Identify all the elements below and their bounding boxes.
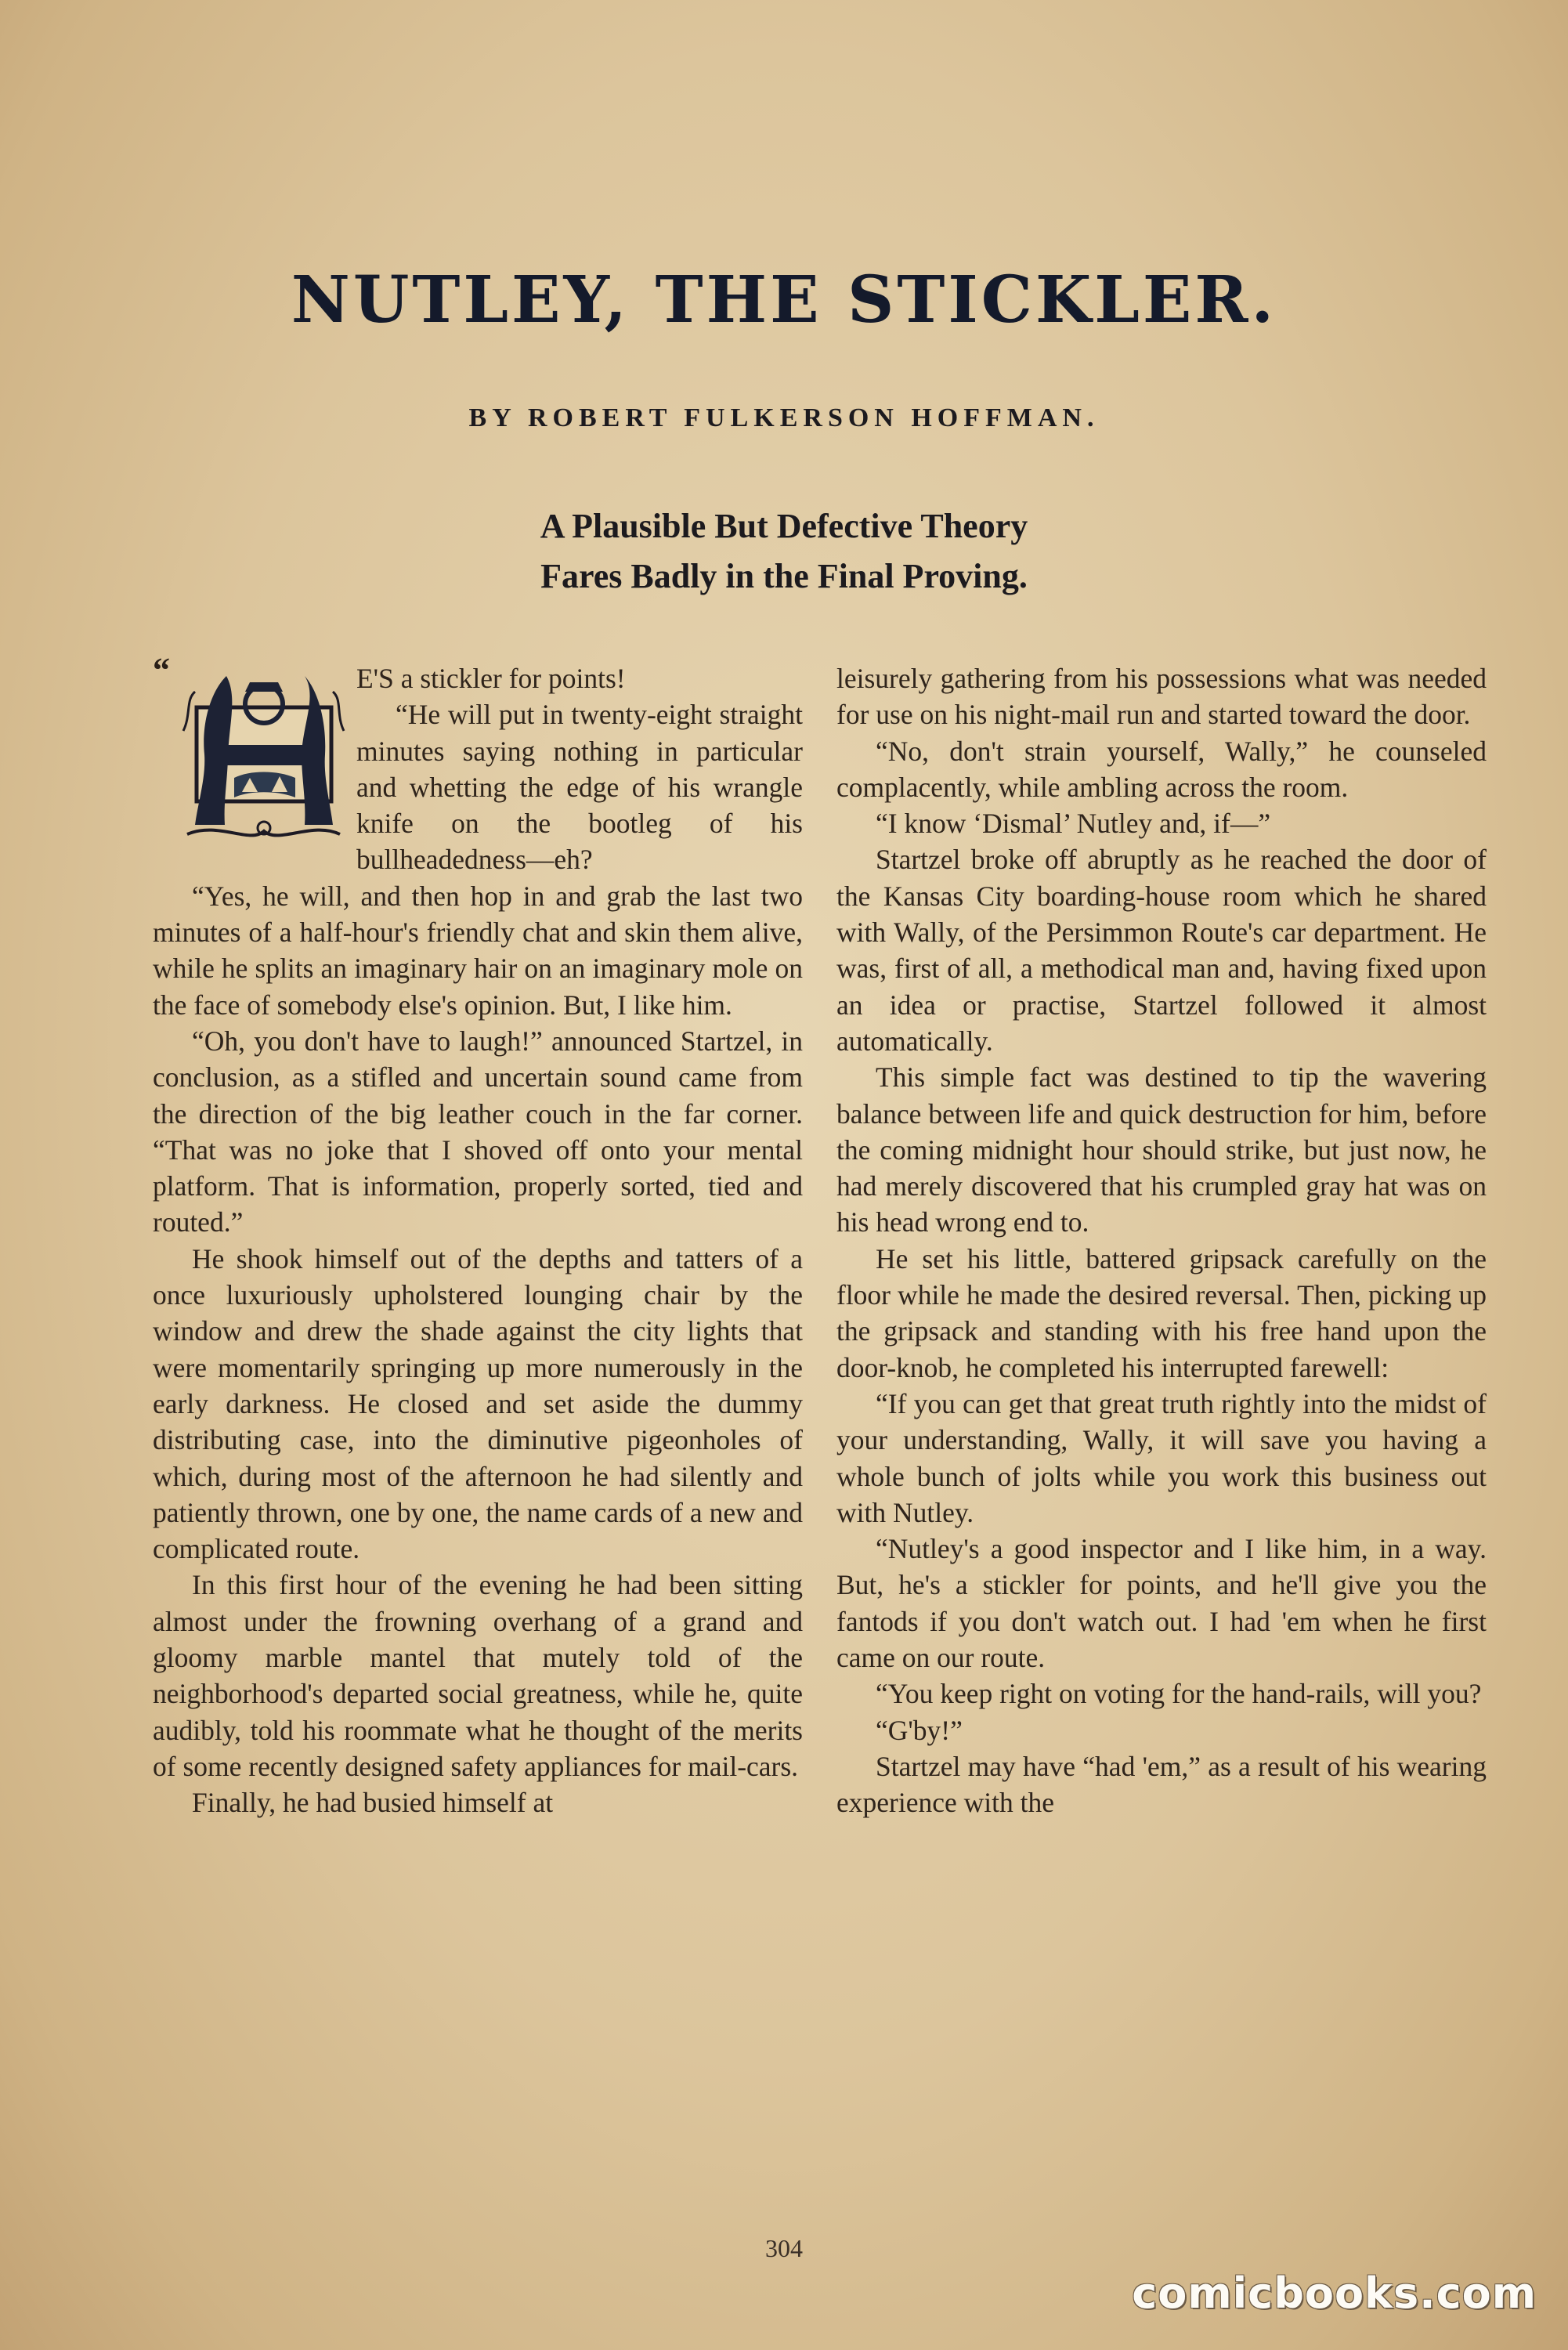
story-title: NUTLEY, THE STICKLER. bbox=[291, 262, 1277, 338]
paragraph-continues: Finally, he had busied himself at bbox=[192, 1787, 554, 1819]
drop-cap bbox=[153, 651, 349, 847]
left-column bbox=[153, 651, 803, 1821]
subtitle-line-2: Fares Badly in the Final Proving. bbox=[540, 557, 1028, 595]
paragraph: “I know ‘Dismal’ Nutley and, if—” bbox=[876, 808, 1271, 840]
drop-cap-open-quote: “ bbox=[153, 651, 170, 689]
paragraph: This simple fact was destined to tip the wavering balance between life and quick destruction for him, before the coming midnight hour should strike, but just now, he had merely discovered that his crumpled gray hat was on his head wrong end to. bbox=[836, 1061, 1487, 1238]
paragraph: “Yes, he will, and then hop in and grab the last two minutes of a half-hour's friendly chat and skin them alive, while he splits an imaginary hair on an imaginary mole on the face of somebody else's opinion. But, I like him. bbox=[153, 880, 803, 1021]
paragraph: Startzel broke off abruptly as he reached the door of the Kansas City boarding-house room which he shared with Wally, of the Persimmon Route's car department. He was, first of all, a methodical man and, having fixed upon an idea or practise, Startzel followed it almost automatically. bbox=[836, 844, 1487, 1057]
paragraph: “If you can get that great truth rightly into the midst of your understanding, Wally, it will save you having a whole bunch of jolts while you work this business out with Nutley. bbox=[836, 1387, 1487, 1528]
paragraph: “Nutley's a good inspector and I like him, in a way. But, he's a stickler for points, and he'll give you the fantods if you don't watch out. I had 'em when he first came on our route. bbox=[836, 1533, 1487, 1674]
paragraph: “You keep right on voting for the hand-rails, will you? bbox=[876, 1678, 1482, 1710]
paragraph: In this first hour of the evening he had been sitting almost under the frowning overhang of a grand and gloomy marble mantel that mutely told of the neighborhood's departed social greatness, while he, quite audibly, told his roommate what he thought of the merits of some recently designed safety appliances for mail-cars. bbox=[153, 1569, 803, 1782]
subtitle-line-1: A Plausible But Defective Theory bbox=[540, 507, 1028, 545]
right-column bbox=[836, 660, 1487, 1821]
paragraph-continued: leisurely gathering from his possessions what was needed for use on his night-mail run and started toward the door. bbox=[836, 663, 1487, 731]
story-subtitle bbox=[0, 501, 1568, 602]
page-number: 304 bbox=[765, 2234, 803, 2262]
ornamental-initial-h-icon bbox=[179, 660, 348, 847]
paragraph: He set his little, battered gripsack carefully on the floor while he made the desired reversal. Then, picking up the gripsack and standing with his free hand upon the door-knob, he completed his interrupted farewell: bbox=[836, 1242, 1487, 1383]
paragraph: He shook himself out of the depths and tatters of a once luxuriously upholstered lounging chair by the window and drew the shade against the city lights that were momentarily springing up more numerously in the early darkness. He closed and set aside the dummy distributing case, into the diminutive pigeonholes of which, during most of the afternoon he had silently and patiently thrown, one by one, the name cards of a new and complicated route. bbox=[153, 1242, 803, 1565]
author-byline: BY ROBERT FULKERSON HOFFMAN. bbox=[468, 403, 1100, 432]
site-watermark: comicbooks.com bbox=[1132, 2269, 1537, 2318]
paragraph: “G'by!” bbox=[876, 1714, 963, 1746]
paragraph-opening-lead: E'S a stickler for points! bbox=[356, 663, 626, 694]
paragraph-continues: Startzel may have “had 'em,” as a result of his wearing experience with the bbox=[836, 1750, 1487, 1819]
paragraph: “Oh, you don't have to laugh!” announced Startzel, in conclusion, as a stifled and uncertain sound came from the direction of the big leather couch in the far corner. “That was no joke that I shoved off onto your mental platform. That is information, properly sorted, tied and routed.” bbox=[153, 1025, 803, 1238]
paragraph: “No, don't strain yourself, Wally,” he counseled complacently, while ambling across the room. bbox=[836, 735, 1487, 803]
paragraph-opening-body: “He will put in twenty-eight straight minutes saying nothing in particular and whetting the edge of his wrangle knife on the bootleg of his bullheadedness—eh? bbox=[356, 699, 803, 876]
